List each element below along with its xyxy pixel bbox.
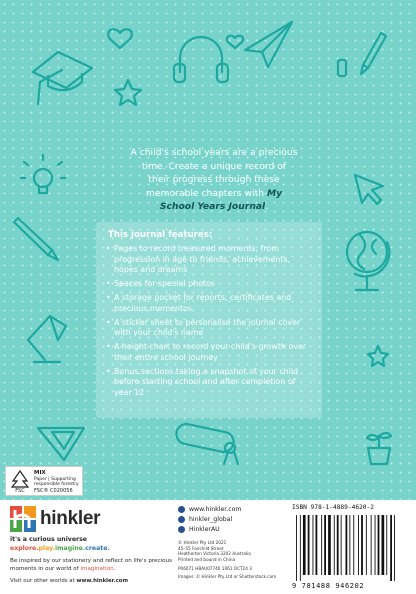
barcode-bar (386, 515, 387, 575)
hinkler-brand (10, 506, 101, 536)
social-instagram: hinkler_global (189, 516, 233, 523)
eraser-icon (338, 60, 346, 76)
hinkler-logo-icon (10, 506, 36, 532)
graduation-cap-icon (33, 52, 92, 104)
instagram-icon (178, 516, 185, 523)
fsc-code: FSC® C020056 (34, 488, 73, 494)
heart-icon (227, 36, 243, 48)
create-word: create. (85, 545, 110, 552)
brand-note-text: Be inspired by our stationery and reflect on life's precious moments in our world of (10, 558, 172, 572)
feature-item: • Bonus sections taking a snapshot of your child before starting school and after completion of year 12 (106, 367, 312, 399)
imprint-line: 45–55 Fairchild Street (178, 545, 224, 551)
pencil-icon (14, 218, 58, 260)
fsc-label: FSC (15, 488, 25, 493)
feature-item: • Pages to record treasured moments, from progression in age to friends, achievements, hopes and dreams (106, 244, 312, 276)
journal-title: My School Years Journal (159, 187, 283, 213)
imagine-word: imagine. (54, 545, 86, 552)
imprint-line: Printed and bound in China (178, 557, 236, 563)
headphones-icon (174, 37, 228, 82)
light-bulb-icon (21, 155, 65, 193)
feature-item: • A sticker sheet to personalise the journal cover with your child's name (106, 318, 312, 339)
globe-icon (178, 506, 185, 513)
social-row-facebook[interactable] (178, 526, 241, 533)
barcode-bar (382, 515, 385, 575)
isbn-digits: 9 781488 946202 (292, 582, 365, 590)
star-icon (115, 80, 141, 105)
feature-item: • Spaces for special photos (106, 279, 312, 290)
social-web: www.hinkler.com (189, 506, 242, 513)
social-links (178, 506, 241, 536)
fsc-badge (5, 466, 83, 496)
diploma-scroll-icon (175, 422, 238, 464)
facebook-icon (178, 526, 185, 533)
brand-subtagline (10, 545, 110, 552)
barcode-bar (337, 515, 339, 575)
barcode-bar (313, 515, 314, 575)
barcode-bar (328, 515, 331, 575)
play-word: play. (38, 545, 55, 552)
visit-text: Visit our other worlds at (10, 578, 77, 584)
imprint-line: Heatherton Victoria 3202 Australia (178, 551, 251, 557)
brand-note (10, 558, 190, 573)
barcode-bar (296, 515, 297, 581)
barcode-bar (334, 515, 335, 575)
explore-word: explore. (10, 545, 39, 552)
barcode-bar (300, 515, 301, 581)
barcode-bar (371, 515, 372, 575)
intro-end: . (265, 201, 269, 213)
features-heading: This journal features: (108, 230, 213, 240)
intro-text: A child's school years are a precious time. Create a unique record of their progress through these memorable chapters with (130, 147, 298, 199)
barcode-bar (375, 515, 376, 575)
fsc-tree-logo (9, 469, 31, 493)
features-panel (96, 222, 322, 418)
barcode-bar (316, 515, 318, 575)
visit-link[interactable]: www.hinkler.com (76, 578, 129, 584)
globe-icon (347, 232, 389, 290)
barcode-bar (361, 515, 363, 575)
barcode-bar (341, 515, 342, 575)
imprint-block (178, 540, 276, 580)
pencil-icon (361, 33, 386, 74)
feature-item: • A height chart to record your child's growth over their entire school journey (106, 342, 312, 363)
paper-plane-icon (245, 22, 292, 67)
barcode-bar (378, 515, 380, 575)
fsc-paper: Paper | Supporting (34, 477, 76, 482)
barcode-bar (324, 515, 326, 575)
barcode-bar (390, 515, 392, 581)
feature-item: • A storage pocket for reports, certificates and precious mementos (106, 293, 312, 314)
brand-note-highlight: imagination (80, 565, 114, 572)
brand-tagline: it's a curious universe (10, 536, 87, 543)
desk-lamp-icon (28, 316, 66, 362)
cursor-arrow-icon (355, 175, 383, 204)
barcode-bar (394, 515, 395, 581)
social-facebook: HinklerAU (189, 526, 220, 533)
imprint-line: © Hinkler Pty Ltd 2021 (178, 540, 227, 545)
features-list (96, 244, 322, 398)
barcode (292, 515, 410, 581)
star-icon (368, 346, 388, 366)
barcode-bar (366, 515, 367, 575)
plant-icon (367, 433, 391, 464)
barcode-bar (303, 515, 306, 575)
barcode-bar (308, 515, 310, 575)
isbn-text: ISBN 978-1-4889-4620-2 (292, 504, 374, 511)
barcode-bar (353, 515, 354, 575)
social-row-web[interactable] (178, 506, 241, 513)
hinkler-wordmark: hinkler (40, 508, 101, 529)
brand-note-end: . (113, 565, 116, 572)
heart-icon (108, 29, 132, 48)
barcode-bar (321, 515, 322, 575)
intro-paragraph (130, 146, 298, 214)
triangle-ruler-icon (38, 428, 84, 460)
social-row-instagram[interactable] (178, 516, 241, 523)
imprint-line: Images: © Hinkler Pty Ltd or Shutterstock.com (178, 574, 277, 580)
fsc-responsible: responsible forestry (34, 482, 79, 487)
barcode-bar (349, 515, 350, 575)
barcode-bar (346, 515, 348, 575)
visit-line (10, 578, 128, 584)
fsc-mix: MIX (34, 470, 46, 476)
imprint-line: P06071 HBAU07740 1061 OCT24 3 (178, 565, 252, 571)
barcode-bar (358, 515, 359, 575)
